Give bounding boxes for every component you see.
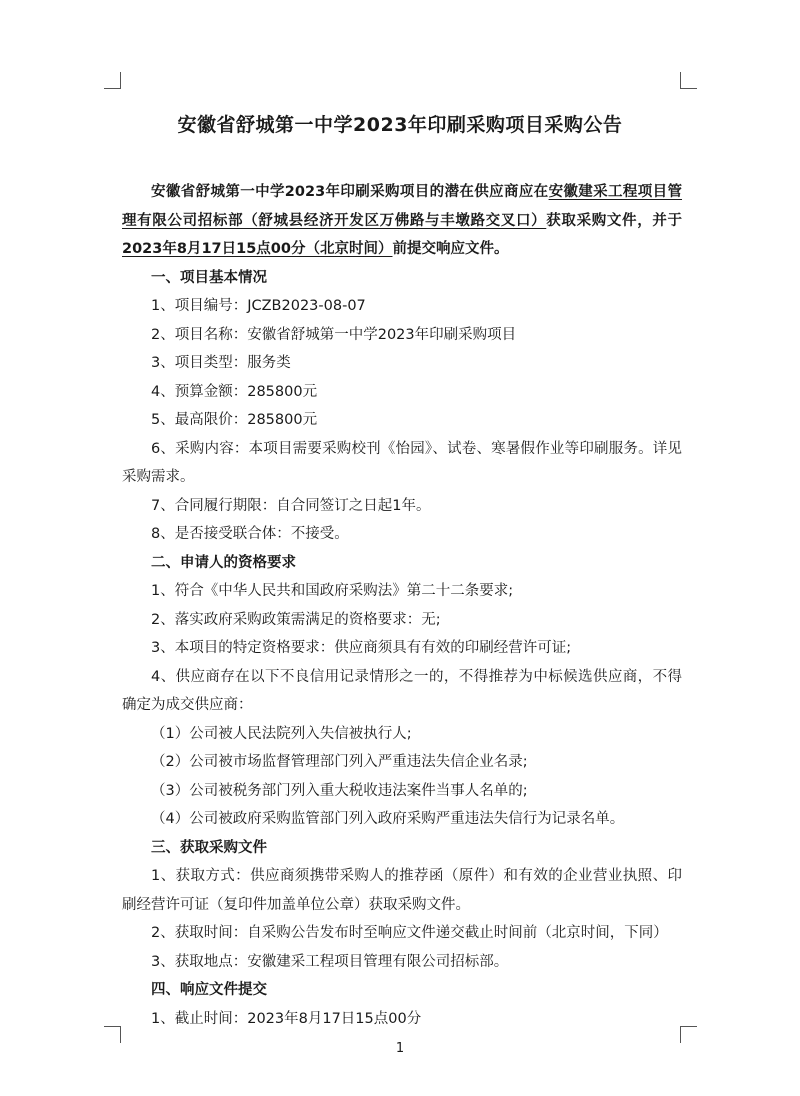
- list-item: 1、项目编号：JCZB2023-08-07: [151, 298, 366, 314]
- intro-location: 安徽建采工程项目管理有限公司招标部（舒城县经济开发区万佛路与丰墩路交叉口）: [122, 184, 683, 229]
- list-item: 8、是否接受联合体：不接受。: [151, 526, 349, 542]
- list-item: 1、获取方式：供应商须携带采购人的推荐函（原件）和有效的企业营业执照、印刷经营许可证（复印件加盖单位公章）获取采购文件。: [122, 868, 682, 913]
- sub-list-item: （3）公司被税务部门列入重大税收违法案件当事人名单的;: [151, 782, 528, 799]
- document-body: [122, 178, 682, 1033]
- sub-list-item: （4）公司被政府采购监管部门列入政府采购严重违法失信行为记录名单。: [151, 811, 625, 827]
- list-item: 7、合同履行期限：自合同签订之日起1年。: [151, 497, 431, 514]
- section-heading: 二、申请人的资格要求: [151, 554, 296, 571]
- list-item: 3、获取地点：安徽建采工程项目管理有限公司招标部。: [151, 953, 509, 970]
- list-item: 2、项目名称：安徽省舒城第一中学2023年印刷采购项目: [151, 326, 517, 343]
- list-item: 3、本项目的特定资格要求：供应商须具有有效的印刷经营许可证;: [151, 640, 572, 656]
- list-item: 2、落实政府采购政策需满足的资格要求：无;: [151, 611, 441, 628]
- list-item: 6、采购内容：本项目需要采购校刊《怡园》、试卷、寒暑假作业等印刷服务。详见采购需求。: [122, 440, 682, 485]
- intro-prefix: 安徽省舒城第一中学2023年印刷采购项目的潜在供应商应在: [151, 184, 549, 200]
- intro-deadline: 2023年8月17日15点00分（北京时间）: [122, 241, 393, 257]
- section-heading: 三、获取采购文件: [151, 839, 267, 856]
- intro-middle: 获取采购文件，并于: [546, 212, 683, 229]
- document-title: 安徽省舒城第一中学2023年印刷采购项目采购公告: [177, 114, 623, 136]
- list-item: 3、项目类型：服务类: [151, 355, 291, 371]
- section-heading: 四、响应文件提交: [151, 982, 267, 998]
- crop-mark-top-right: [680, 72, 697, 89]
- section-heading: 一、项目基本情况: [151, 269, 267, 286]
- intro-suffix: 前提交响应文件。: [392, 241, 509, 257]
- list-item: 1、符合《中华人民共和国政府采购法》第二十二条要求;: [151, 583, 514, 599]
- list-item: 1、截止时间：2023年8月17日15点00分: [151, 1010, 422, 1027]
- page-number: 1: [395, 1041, 405, 1056]
- list-item: 2、获取时间：自采购公告发布时至响应文件递交截止时间前（北京时间，下同）: [151, 925, 668, 941]
- sub-list-item: （1）公司被人民法院列入失信被执行人;: [151, 725, 412, 742]
- list-item: 5、最高限价：285800元: [151, 412, 318, 428]
- sub-list-item: （2）公司被市场监督管理部门列入严重违法失信企业名录;: [151, 754, 528, 770]
- list-item: 4、预算金额：285800元: [151, 383, 318, 400]
- crop-mark-top-left: [104, 72, 121, 89]
- intro-paragraph: [122, 178, 682, 264]
- list-item: 4、供应商存在以下不良信用记录情形之一的，不得推荐为中标候选供应商，不得确定为成交供应商：: [122, 668, 682, 713]
